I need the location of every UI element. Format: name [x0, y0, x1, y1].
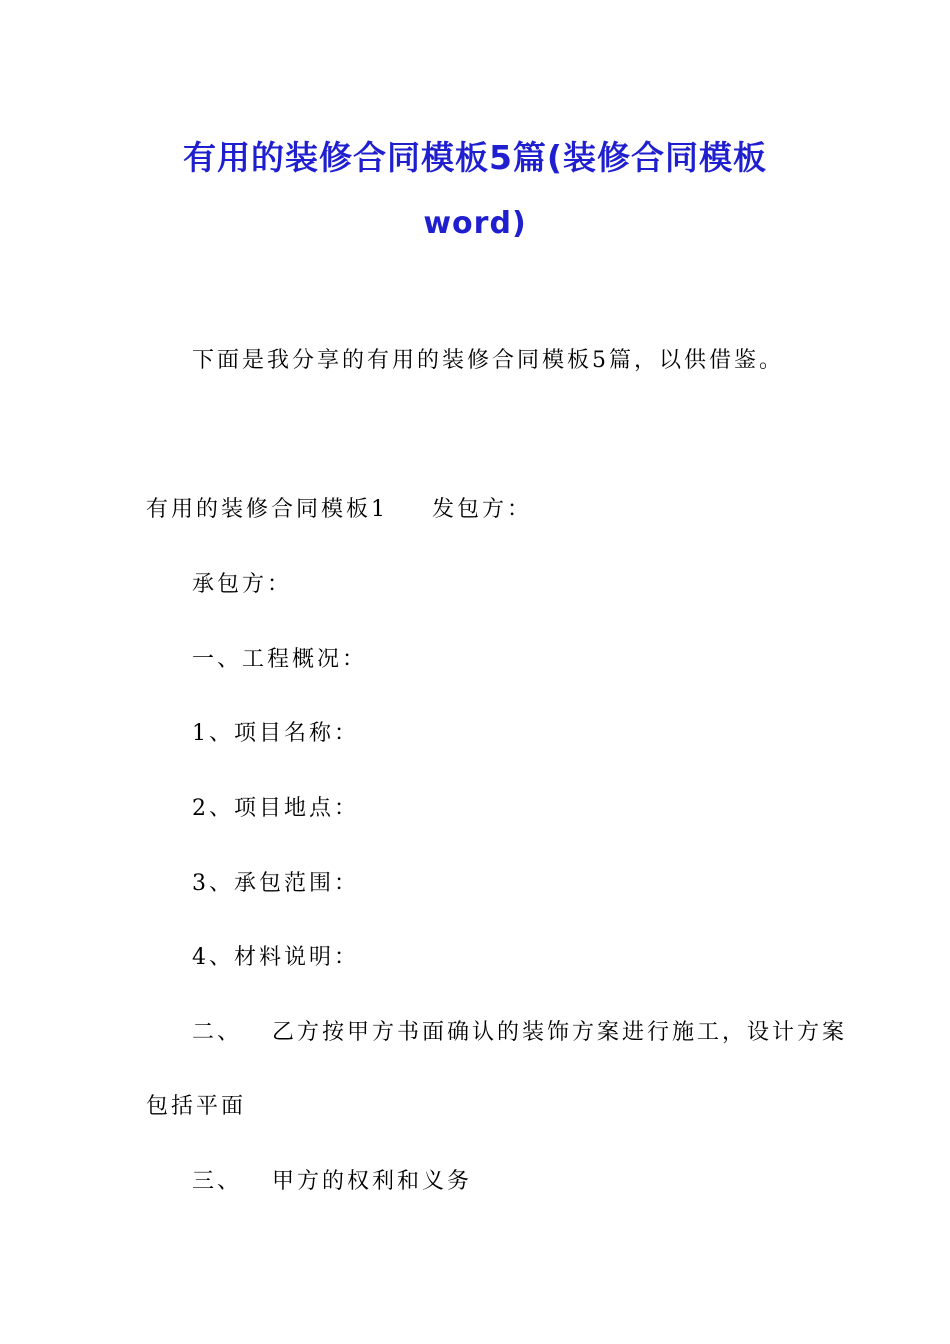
clause-2-text: 乙方按甲方书面确认的装饰方案进行施工，设计方案: [272, 1020, 848, 1045]
project-name-item: 1、项目名称：: [192, 721, 359, 746]
clause-2-line-1: [192, 1018, 847, 1048]
clause-2-number: 二、: [192, 1020, 243, 1045]
clause-3-text: 甲方的权利和义务: [272, 1169, 473, 1194]
section-heading: 有用的装修合同模板1: [146, 497, 388, 522]
party-b-label: 承包方：: [192, 572, 293, 597]
material-description-item: 4、材料说明：: [192, 945, 359, 970]
contract-scope-item: 3、承包范围：: [192, 871, 359, 896]
clause-2-line-2: 包括平面: [146, 1094, 247, 1119]
clause-3-line: [192, 1167, 472, 1197]
section-heading-row: [146, 495, 532, 525]
clause-3-number: 三、: [192, 1169, 243, 1194]
intro-paragraph: 下面是我分享的有用的装修合同模板5篇，以供借鉴。: [192, 348, 784, 373]
project-overview-heading: 一、工程概况：: [192, 647, 368, 672]
project-location-item: 2、项目地点：: [192, 796, 359, 821]
document-title-line-2: word): [423, 206, 527, 241]
party-a-label: 发包方：: [432, 497, 533, 522]
document-title-line-1: 有用的装修合同模板5篇(装修合同模板: [182, 138, 768, 177]
